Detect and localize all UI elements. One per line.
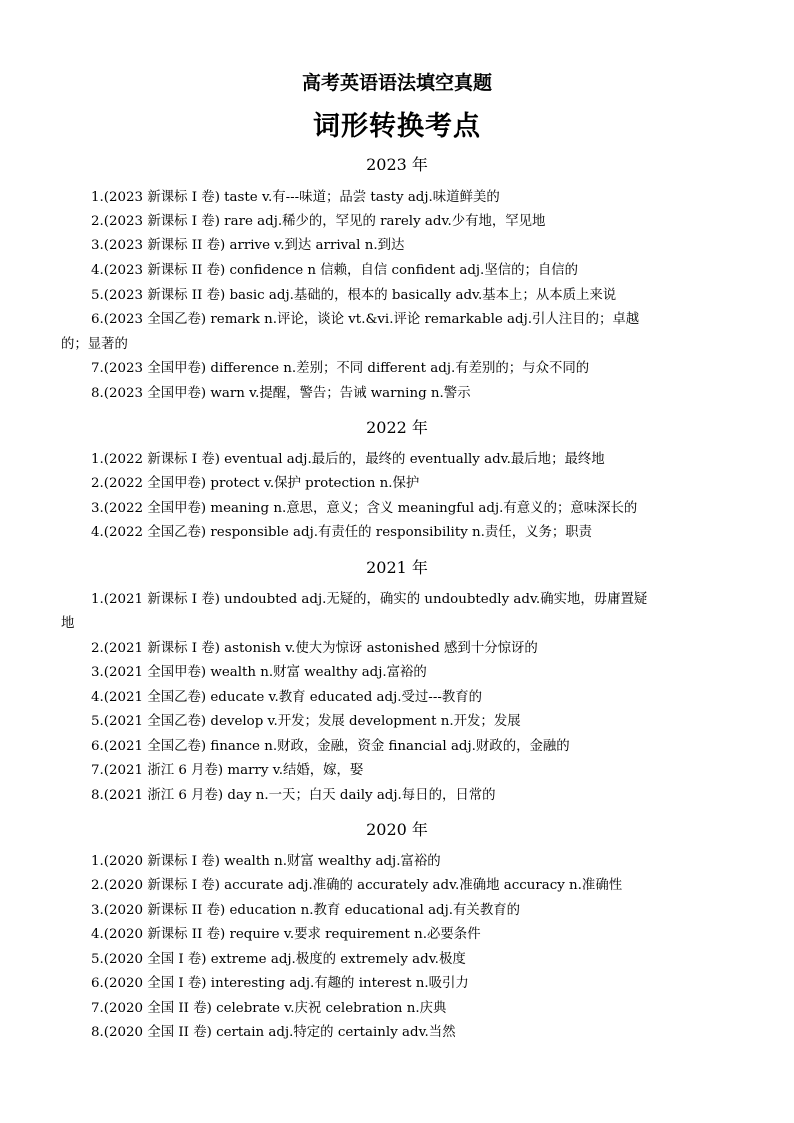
- list-item: 2.(2023 新课标 I 卷) rare adj.稀少的，罕见的 rarely adv.少有地，罕见地: [91, 214, 546, 229]
- list-item: 6.(2020 全国 I 卷) interesting adj.有趣的 interest n.吸引力: [91, 976, 469, 991]
- list-item: 2.(2022 全国甲卷) protect v.保护 protection n.保护: [91, 476, 420, 491]
- list-item: 1.(2020 新课标 I 卷) wealth n.财富 wealthy adj.富裕的: [91, 854, 441, 869]
- list-item: 7.(2023 全国甲卷) difference n.差别；不同 different adj.有差别的；与众不同的: [91, 361, 590, 376]
- list-item: 1.(2023 新课标 I 卷) taste v.有---味道；品尝 tasty adj.味道鲜美的: [91, 190, 500, 205]
- list-item: 3.(2021 全国甲卷) wealth n.财富 wealthy adj.富裕的: [91, 665, 427, 680]
- list-item: 5.(2021 全国乙卷) develop v.开发；发展 development n.开发；发展: [91, 714, 521, 729]
- section-year-heading: 2021 年: [366, 558, 428, 577]
- list-item: 8.(2020 全国 II 卷) certain adj.特定的 certainly adv.当然: [91, 1025, 456, 1040]
- list-item: 3.(2020 新课标 II 卷) education n.教育 educational adj.有关教育的: [91, 903, 520, 918]
- list-item: 5.(2020 全国 I 卷) extreme adj.极度的 extremely adv.极度: [91, 952, 466, 967]
- section-year-heading: 2023 年: [366, 155, 428, 174]
- list-item: 2.(2020 新课标 I 卷) accurate adj.准确的 accurately adv.准确地 accuracy n.准确性: [91, 878, 623, 893]
- list-item: 6.(2021 全国乙卷) finance n.财政，金融，资金 financial adj.财政的，金融的: [91, 739, 570, 754]
- list-item-continuation: 地: [61, 616, 75, 631]
- list-item: 4.(2023 新课标 II 卷) confidence n 信赖，自信 confident adj.坚信的；自信的: [91, 263, 579, 278]
- list-item: 1.(2021 新课标 I 卷) undoubted adj.无疑的，确实的 undoubtedly adv.确实地，毋庸置疑: [91, 592, 648, 607]
- list-item: 4.(2020 新课标 II 卷) require v.要求 requirement n.必要条件: [91, 927, 481, 942]
- list-item: 4.(2022 全国乙卷) responsible adj.有责任的 responsibility n.责任，义务；职责: [91, 525, 593, 540]
- list-item: 7.(2021 浙江 6 月卷) marry v.结婚，嫁，娶: [91, 763, 364, 778]
- document-subtitle: 词形转换考点: [313, 111, 481, 142]
- list-item: 3.(2023 新课标 II 卷) arrive v.到达 arrival n.到达: [91, 238, 405, 253]
- list-item: 3.(2022 全国甲卷) meaning n.意思，意义；含义 meaningful adj.有意义的；意味深长的: [91, 501, 638, 516]
- document-title: 高考英语语法填空真题: [301, 72, 492, 94]
- list-item: 1.(2022 新课标 I 卷) eventual adj.最后的，最终的 eventually adv.最后地；最终地: [91, 452, 605, 467]
- section-year-heading: 2022 年: [366, 418, 428, 437]
- list-item-continuation: 的；显著的: [61, 337, 128, 352]
- list-item: 8.(2021 浙江 6 月卷) day n.一天；白天 daily adj.每日的，日常的: [91, 788, 496, 803]
- list-item: 6.(2023 全国乙卷) remark n.评论，谈论 vt.&vi.评论 remarkable adj.引人注目的；卓越: [91, 312, 640, 327]
- list-item: 7.(2020 全国 II 卷) celebrate v.庆祝 celebration n.庆典: [91, 1001, 447, 1016]
- list-item: 5.(2023 新课标 II 卷) basic adj.基础的，根本的 basically adv.基本上；从本质上来说: [91, 288, 617, 303]
- list-item: 4.(2021 全国乙卷) educate v.教育 educated adj.受过---教育的: [91, 690, 483, 705]
- section-year-heading: 2020 年: [366, 820, 428, 839]
- list-item: 8.(2023 全国甲卷) warn v.提醒，警告；告诫 warning n.警示: [91, 386, 471, 401]
- list-item: 2.(2021 新课标 I 卷) astonish v.使大为惊讶 astonished 感到十分惊讶的: [91, 641, 538, 656]
